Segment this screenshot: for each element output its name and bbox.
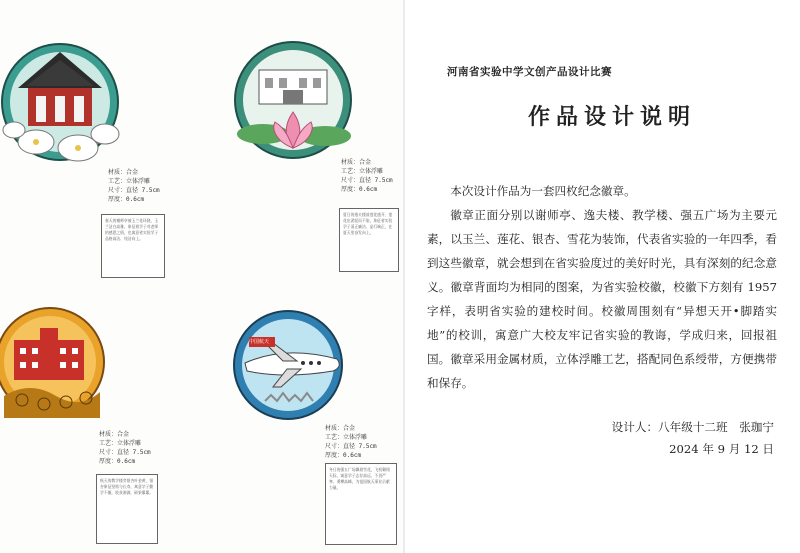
spec-line: 工艺：立体浮雕	[341, 168, 384, 175]
date: 2024 年 9 月 12 日	[669, 442, 774, 456]
spec-line: 材质：合金	[99, 431, 130, 438]
summer-spec-list	[341, 158, 393, 194]
spec-line: 材质：合金	[341, 159, 372, 166]
contest-title: 河南省实验中学文创产品设计比赛	[447, 66, 612, 78]
spring-note: 春天的谢师亭被玉兰花环绕，玉兰洁白高雅，象征着学子对老师的感恩之情，也寓意省实验学子品格高洁、纯洁向上。	[101, 214, 165, 278]
autumn-badge-illustration	[0, 300, 115, 430]
autumn-spec-list	[99, 430, 151, 466]
spec-line: 材质：合金	[325, 425, 356, 432]
signature-block	[612, 416, 774, 460]
summer-note: 夏日的逸夫楼前莲花盛开，莲花出淤泥而不染，象征省实验学子清正廉洁、品行端正，在夏天里奋发向上。	[339, 208, 399, 272]
spec-line: 工艺：立体浮雕	[108, 178, 151, 185]
spec-line: 工艺：立体浮雕	[99, 440, 142, 447]
paragraph: 徽章正面分别以谢师亭、逸夫楼、教学楼、强五广场为主要元素，以玉兰、莲花、银杏、雪花为装饰，代表省实验的一年四季，看到这些徽章，就会想到在省实验度过的美好时光，具有深刻的纪念意义。徽章背面均为相同的图案，为省实验校徽，校徽下方刻有 1957 字样，表明省实验的建校时间。校徽周围刻有“异想天开•脚踏实地”的校训，寓意广大校友牢记省实验的教诲，学成归来，回报祖国。徽章采用金属材质，立体浮雕工艺，搭配同色系绶带，方便携带和保存。	[427, 208, 777, 390]
designer: 设计人：八年级十二班 张珈宁	[611, 420, 774, 434]
document-title: 作品设计说明	[528, 104, 697, 130]
winter-spec-list	[325, 424, 377, 460]
spec-line: 厚度：0.6cm	[99, 458, 136, 465]
spec-line: 尺寸：直径 7.5cm	[108, 187, 160, 194]
spec-line: 尺寸：直径 7.5cm	[99, 449, 151, 456]
spec-line: 尺寸：直径 7.5cm	[341, 177, 393, 184]
autumn-note: 秋天的教学楼旁银杏叶金黄，银杏象征坚韧与长寿，寓意学子勤学不辍，收获满满，硕果累累。	[96, 474, 158, 544]
winter-badge-text: 中国航天	[249, 339, 270, 345]
summer-badge-illustration	[225, 30, 360, 160]
winter-badge-illustration	[225, 305, 355, 425]
spec-line: 工艺：立体浮雕	[325, 434, 368, 441]
winter-note: 冬日的强五广场飘着雪花，飞机翱翔天际，寓意学子志存高远、不畏严寒、勇攀高峰，为祖国航天事业贡献力量。	[325, 463, 397, 545]
paragraph: 本次设计作品为一套四枚纪念徽章。	[450, 184, 636, 198]
spec-line: 尺寸：直径 7.5cm	[325, 443, 377, 450]
spec-line: 厚度：0.6cm	[108, 196, 145, 203]
spec-line: 厚度：0.6cm	[341, 186, 378, 193]
spec-line: 厚度：0.6cm	[325, 452, 362, 459]
spec-line: 材质：合金	[108, 169, 139, 176]
spring-badge-illustration	[0, 30, 135, 165]
spring-spec-list	[108, 168, 160, 204]
description-body	[427, 179, 777, 395]
